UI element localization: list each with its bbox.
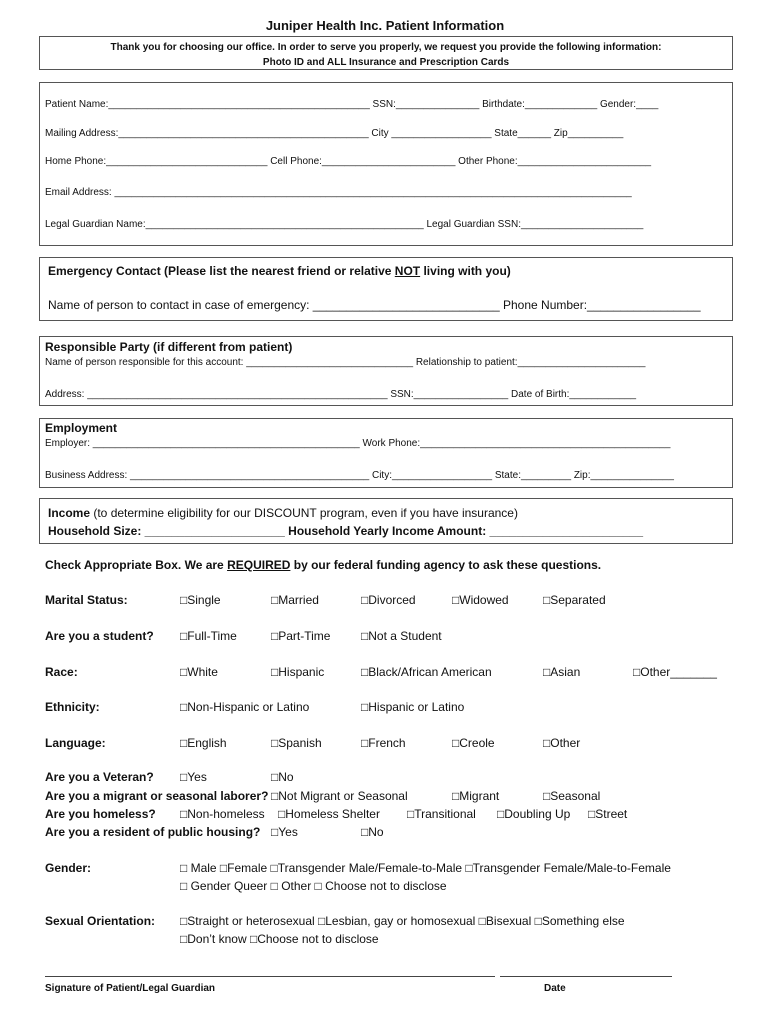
housing-no-checkbox[interactable]: □No xyxy=(361,825,384,839)
homeless-shelter-checkbox[interactable]: □Homeless Shelter xyxy=(278,807,380,821)
student-not-checkbox[interactable]: □Not a Student xyxy=(361,629,442,643)
marital-married-checkbox[interactable]: □Married xyxy=(271,593,319,607)
employment-heading: Employment xyxy=(45,421,118,435)
income-heading: Income (to determine eligibility for our DISCOUNT program, even if you have insurance) xyxy=(48,506,518,520)
signature-line[interactable] xyxy=(45,976,495,977)
patient-name-row[interactable]: Patient Name:_______________________________________________ SSN:_______________ Birthdate:_____________ Gender:____ xyxy=(45,99,659,110)
marital-divorced-checkbox[interactable]: □Divorced xyxy=(361,593,416,607)
veteran-no-checkbox[interactable]: □No xyxy=(271,770,294,784)
form-title: Juniper Health Inc. Patient Information xyxy=(265,18,505,33)
migrant-seasonal-checkbox[interactable]: □Seasonal xyxy=(543,789,601,803)
emergency-contact-line[interactable]: Name of person to contact in case of emergency: ____________________________ Phone Number:_________________ xyxy=(48,298,701,312)
gender-label: Gender: xyxy=(45,861,92,875)
language-other-checkbox[interactable]: □Other xyxy=(543,736,581,750)
race-asian-checkbox[interactable]: □Asian xyxy=(543,665,581,679)
emergency-heading: Emergency Contact (Please list the nearest friend or relative NOT living with you) xyxy=(48,264,511,278)
housing-yes-checkbox[interactable]: □Yes xyxy=(271,825,298,839)
race-white-checkbox[interactable]: □White xyxy=(180,665,218,679)
language-french-checkbox[interactable]: □French xyxy=(361,736,406,750)
veteran-yes-checkbox[interactable]: □Yes xyxy=(180,770,207,784)
language-english-checkbox[interactable]: □English xyxy=(180,736,227,750)
student-label: Are you a student? xyxy=(45,629,154,643)
date-label: Date xyxy=(544,983,566,994)
race-hispanic-checkbox[interactable]: □Hispanic xyxy=(271,665,325,679)
business-address-row[interactable]: Business Address: ___________________________________________ City:__________________ State:_________ Zip:_______________ xyxy=(45,470,674,481)
homeless-transitional-checkbox[interactable]: □Transitional xyxy=(407,807,476,821)
housing-label: Are you a resident of public housing? xyxy=(45,825,261,839)
signature-label: Signature of Patient/Legal Guardian xyxy=(45,983,216,994)
marital-label: Marital Status: xyxy=(45,593,128,607)
orientation-options-row-1[interactable]: □Straight or heterosexual □Lesbian, gay or homosexual □Bisexual □Something else xyxy=(180,914,625,928)
check-instructions: Check Appropriate Box. We are REQUIRED by our federal funding agency to ask these questions. xyxy=(45,558,602,572)
mailing-address-row[interactable]: Mailing Address:_____________________________________________ City __________________ State______ Zip__________ xyxy=(45,128,624,139)
homeless-label: Are you homeless? xyxy=(45,807,156,821)
employer-row[interactable]: Employer: ________________________________________________ Work Phone:_____________________________________________ xyxy=(45,438,671,449)
homeless-street-checkbox[interactable]: □Street xyxy=(588,807,628,821)
orientation-label: Sexual Orientation: xyxy=(45,914,156,928)
gender-options-row-1[interactable]: □ Male □Female □Transgender Male/Female-to-Male □Transgender Female/Male-to-Female xyxy=(180,861,671,875)
student-fulltime-checkbox[interactable]: □Full-Time xyxy=(180,629,237,643)
language-spanish-checkbox[interactable]: □Spanish xyxy=(271,736,322,750)
household-row[interactable]: Household Size: _____________________ Household Yearly Income Amount: _______________________ xyxy=(48,524,644,538)
marital-widowed-checkbox[interactable]: □Widowed xyxy=(452,593,509,607)
notice-line-1: Thank you for choosing our office. In order to serve you properly, we request you provide the following information: xyxy=(110,42,662,53)
notice-line-2: Photo ID and ALL Insurance and Prescription Cards xyxy=(262,57,510,68)
veteran-label: Are you a Veteran? xyxy=(45,770,154,784)
phone-row[interactable]: Home Phone:_____________________________ Cell Phone:________________________ Other Phone:________________________ xyxy=(45,156,652,167)
ethnicity-nonhispanic-checkbox[interactable]: □Non-Hispanic or Latino xyxy=(180,700,310,714)
gender-options-row-2[interactable]: □ Gender Queer □ Other □ Choose not to disclose xyxy=(180,879,447,893)
responsible-name-row[interactable]: Name of person responsible for this account: ______________________________ Relationship to patient:_______________________ xyxy=(45,357,646,368)
homeless-non-checkbox[interactable]: □Non-homeless xyxy=(180,807,265,821)
responsible-address-row[interactable]: Address: ______________________________________________________ SSN:_________________ Date of Birth:____________ xyxy=(45,389,637,400)
email-row[interactable]: Email Address: _____________________________________________________________________________________________ xyxy=(45,187,632,198)
race-label: Race: xyxy=(45,665,78,679)
marital-single-checkbox[interactable]: □Single xyxy=(180,593,221,607)
ethnicity-label: Ethnicity: xyxy=(45,700,100,714)
language-label: Language: xyxy=(45,736,106,750)
homeless-doubling-checkbox[interactable]: □Doubling Up xyxy=(497,807,571,821)
race-other-checkbox[interactable]: □Other_______ xyxy=(633,665,717,679)
notice-box xyxy=(39,36,733,70)
legal-guardian-row[interactable]: Legal Guardian Name:__________________________________________________ Legal Guardian SSN:______________________ xyxy=(45,219,644,230)
student-parttime-checkbox[interactable]: □Part-Time xyxy=(271,629,331,643)
ethnicity-hispanic-checkbox[interactable]: □Hispanic or Latino xyxy=(361,700,465,714)
orientation-options-row-2[interactable]: □Don’t know □Choose not to disclose xyxy=(180,932,379,946)
migrant-label: Are you a migrant or seasonal laborer? xyxy=(45,789,269,803)
marital-separated-checkbox[interactable]: □Separated xyxy=(543,593,606,607)
race-black-checkbox[interactable]: □Black/African American xyxy=(361,665,492,679)
responsible-heading: Responsible Party (if different from patient) xyxy=(45,340,293,354)
language-creole-checkbox[interactable]: □Creole xyxy=(452,736,495,750)
migrant-not-checkbox[interactable]: □Not Migrant or Seasonal xyxy=(271,789,408,803)
date-line[interactable] xyxy=(500,976,672,977)
migrant-migrant-checkbox[interactable]: □Migrant xyxy=(452,789,500,803)
